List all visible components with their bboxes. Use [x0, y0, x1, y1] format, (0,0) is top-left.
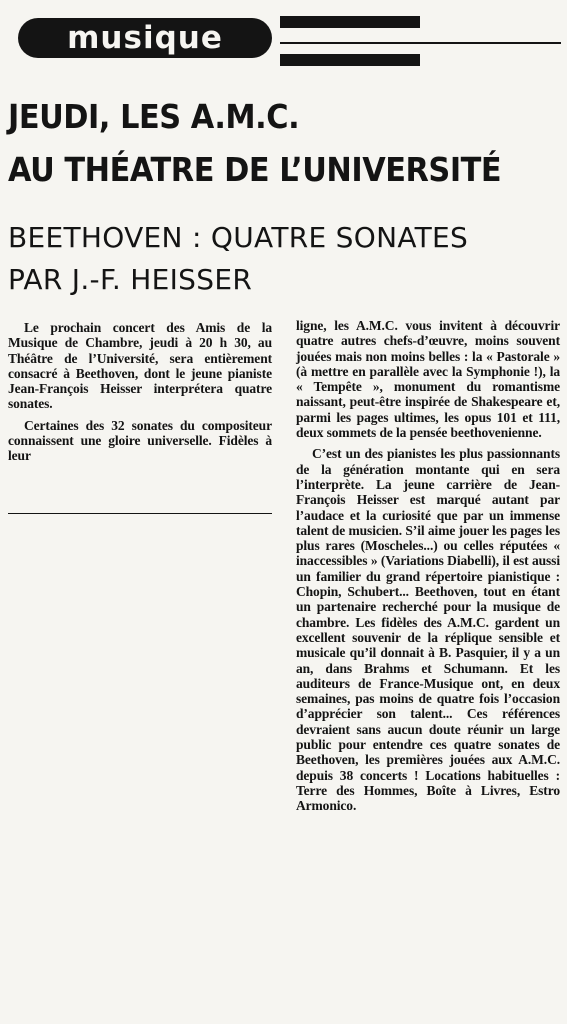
- column-end-rule: [8, 513, 272, 514]
- masthead-rule-bottom: [280, 54, 420, 66]
- article-subhead: [8, 217, 567, 301]
- article-headline: [8, 90, 514, 196]
- article-column-left: [8, 320, 272, 470]
- headline-line-2: AU THÉATRE DE L’UNIVERSITÉ: [8, 150, 502, 189]
- subhead-line-2: PAR J.-F. HEISSER: [8, 263, 253, 296]
- subhead-line-1: BEETHOVEN : QUATRE SONATES: [8, 221, 469, 254]
- masthead-rule-middle: [280, 42, 561, 44]
- section-masthead: [14, 14, 559, 74]
- headline-line-1: JEUDI, LES A.M.C.: [8, 97, 300, 136]
- article-column-right: [296, 318, 560, 820]
- paragraph: Le prochain concert des Amis de la Musique de Chambre, jeudi à 20 h 30, au Théâtre de l’Université, sera entièrement consacré à Beethoven, dont le jeune pianiste Jean-François Heisser interprétera quatre sonates.: [8, 320, 272, 412]
- paragraph: C’est un des pianistes les plus passionnants de la génération montante qui en sera l’interprète. La jeune carrière de Jean-François Heisser est marqué autant par l’audace et la curiosité que par un immense talent de musicien. S’il aime jouer les pages les plus rares (Moscheles...) ou celles réputées « inaccessibles » (Variations Diabelli), il est aussi un familier du grand répertoire pianistique : Chopin, Schubert... Beethoven, tout en étant un partenaire recherché pour la musique de chambre. Les fidèles des A.M.C. gardent un excellent souvenir de la réplique sensible et musicale qu’il donnait à B. Pasquier, il y a un an, dans Brahms et Schumann. Et les auditeurs de France-Musique ont, en deux semaines, pas moins de quatre fois l’occasion d’apprécier son talent... Ces références devraient sans aucun doute réunir un large public pour entendre ces quatre sonates de Beethoven, les premières jouées aux A.M.C. depuis 38 concerts ! Locations habituelles : Terre des Hommes, Boîte à Livres, Estro Armonico.: [296, 446, 560, 814]
- paragraph: Certaines des 32 sonates du compositeur connaissent une gloire universelle. Fidèles à leur: [8, 417, 272, 464]
- paragraph: ligne, les A.M.C. vous invitent à découvrir quatre autres chefs-d’œuvre, moins souvent jouées mais non moins belles : la « Pastorale » (à mettre en parallèle avec la Symphonie !), la « Tempête », monument du romantisme naissant, peut-être inspirée de Shakespeare et, parmi les pages ultimes, les opus 101 et 111, deux sommets de la pensée beethovenienne.: [296, 318, 560, 441]
- masthead-rule-top: [280, 16, 420, 28]
- section-label: musique: [67, 20, 223, 56]
- section-badge: [18, 18, 272, 58]
